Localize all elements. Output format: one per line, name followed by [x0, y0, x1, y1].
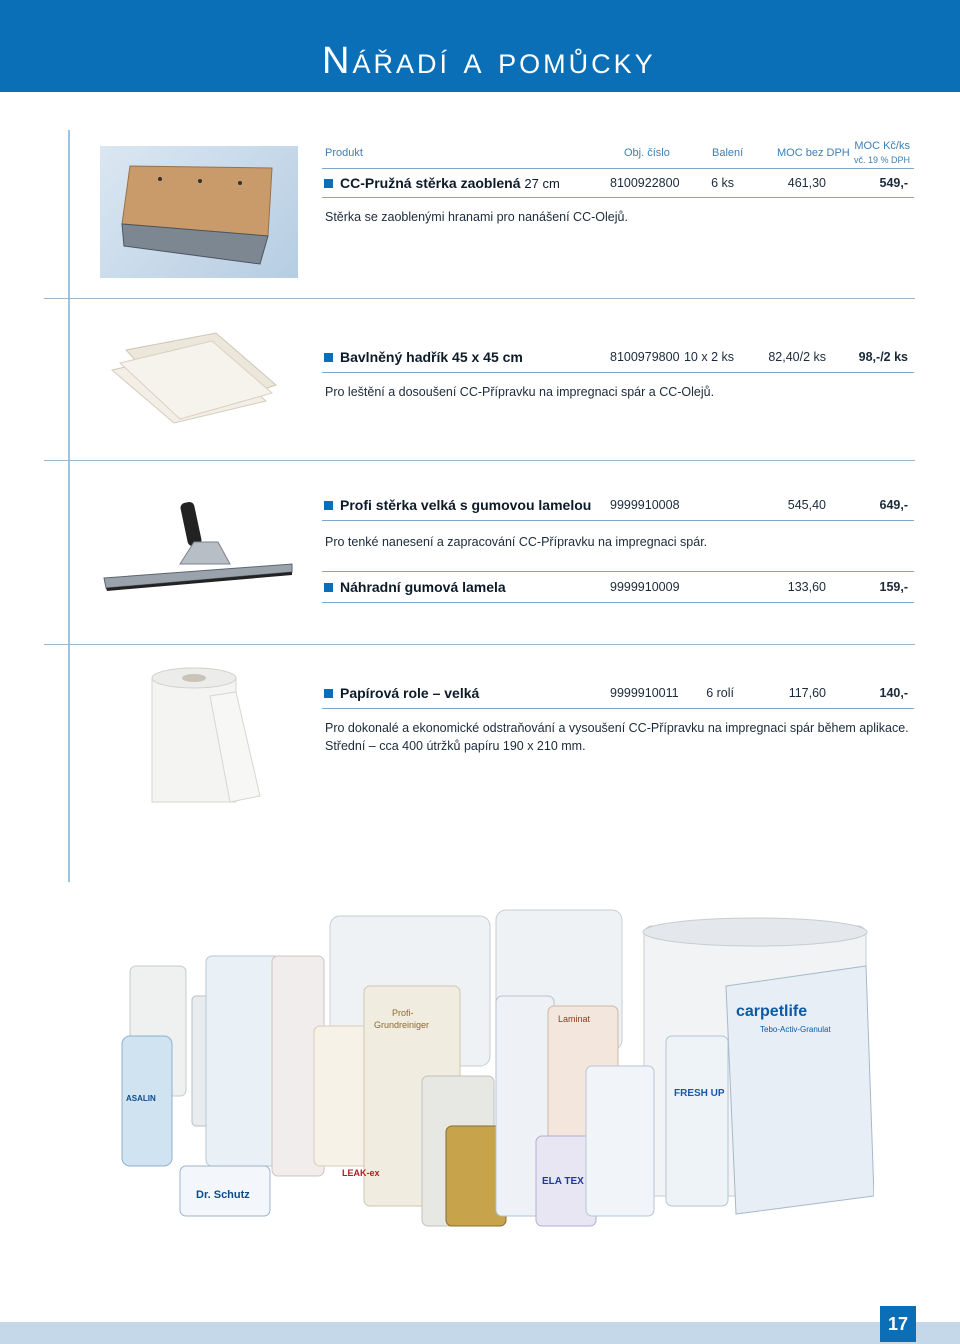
product-price: 649,-: [879, 498, 908, 512]
header-divider: [322, 168, 914, 169]
col-price-2: vč. 19 % DPH: [853, 155, 910, 165]
rubber-squeegee-image: [100, 498, 296, 594]
section-divider: [44, 460, 915, 461]
carpetlife-sub: Tebo-Activ-Granulat: [760, 1025, 831, 1034]
asalin-label: ASALIN: [126, 1094, 156, 1103]
laminat-label: Laminat: [558, 1014, 591, 1024]
bullet-icon: [324, 353, 333, 362]
product-name: Bavlněný hadřík 45 x 45 cm: [340, 349, 523, 365]
product-name: Profi stěrka velká s gumovou lamelou: [340, 497, 592, 513]
row-divider: [322, 571, 914, 572]
product-row-4: [322, 579, 912, 601]
product-price: 549,-: [879, 176, 908, 190]
product-desc: Pro leštění a dosoušení CC-Přípravku na impregnaci spár a CC-Olejů.: [325, 385, 715, 399]
product-moc: 117,60: [788, 686, 826, 700]
fresh-label: FRESH UP: [674, 1088, 725, 1099]
page-number: 17: [880, 1306, 916, 1342]
cloth-image: [106, 325, 296, 425]
product-code: 9999910011: [610, 686, 679, 700]
col-pack: Balení: [712, 147, 744, 159]
left-rule: [68, 130, 70, 882]
bullet-icon: [324, 583, 333, 592]
product-desc: Pro dokonalé a ekonomické odstraňování a vysoušení CC-Přípravku na impregnaci spár během aplikace.: [325, 721, 909, 735]
bullet-icon: [324, 501, 333, 510]
product-pack: 6 ks: [711, 176, 734, 190]
product-range-photo: [96, 896, 874, 1256]
product-pack: 10 x 2 ks: [683, 350, 734, 364]
product-name: Papírová role – velká: [340, 685, 480, 701]
product-price: 140,-: [879, 686, 908, 700]
page-title: Nářadí a pomůcky: [322, 40, 656, 82]
product-desc-2: Střední – cca 400 útržků papíru 190 x 210 mm.: [325, 739, 586, 753]
product-row-3: [322, 497, 912, 519]
product-moc: 545,40: [787, 498, 826, 512]
brand-label: Dr. Schutz: [196, 1189, 250, 1201]
row-divider: [322, 372, 914, 373]
bullet-icon: [324, 179, 333, 188]
product-code: 8100922800: [610, 176, 680, 190]
row-divider: [322, 602, 914, 603]
product-pack: 6 rolí: [706, 686, 734, 700]
product-price: 159,-: [879, 580, 908, 594]
col-code: Obj. číslo: [624, 147, 670, 159]
product-code: 9999910008: [610, 498, 680, 512]
footer-band: [0, 1322, 960, 1344]
col-moc: MOC bez DPH: [777, 147, 850, 159]
product-moc: 133,60: [787, 580, 826, 594]
product-moc: 461,30: [787, 176, 826, 190]
product-desc: Pro tenké nanesení a zapracování CC-Přípravku na impregnaci spár.: [325, 535, 708, 549]
paper-roll-image: [140, 666, 268, 812]
bullet-icon: [324, 689, 333, 698]
product-name: Náhradní gumová lamela: [340, 579, 506, 595]
squeegee-image: [100, 146, 298, 278]
profi-label-2: Grundreiniger: [374, 1020, 430, 1030]
row-divider: [322, 708, 914, 709]
carpetlife-label: carpetlife: [736, 1003, 808, 1020]
section-divider: [44, 298, 915, 299]
section-divider: [44, 644, 915, 645]
product-name: CC-Pružná stěrka zaoblená 27 cm: [340, 175, 560, 191]
product-moc: 82,40/2 ks: [768, 350, 826, 364]
col-price-1: MOC Kč/ks: [854, 140, 910, 152]
product-desc: Stěrka se zaoblenými hranami pro nanášení CC-Olejů.: [325, 210, 628, 224]
product-row-2: [322, 349, 912, 371]
leak-label: LEAK-ex: [342, 1168, 380, 1178]
product-price: 98,-/2 ks: [858, 350, 908, 364]
product-row-1: [322, 175, 912, 197]
elatex-label: ELA TEX: [542, 1176, 584, 1187]
row-divider: [322, 520, 914, 521]
product-row-5: [322, 685, 912, 707]
profi-label: Profi-: [392, 1008, 414, 1018]
col-product: Produkt: [325, 147, 363, 159]
row-divider: [322, 197, 914, 198]
product-code: 9999910009: [610, 580, 680, 594]
product-code: 8100979800: [610, 350, 680, 364]
